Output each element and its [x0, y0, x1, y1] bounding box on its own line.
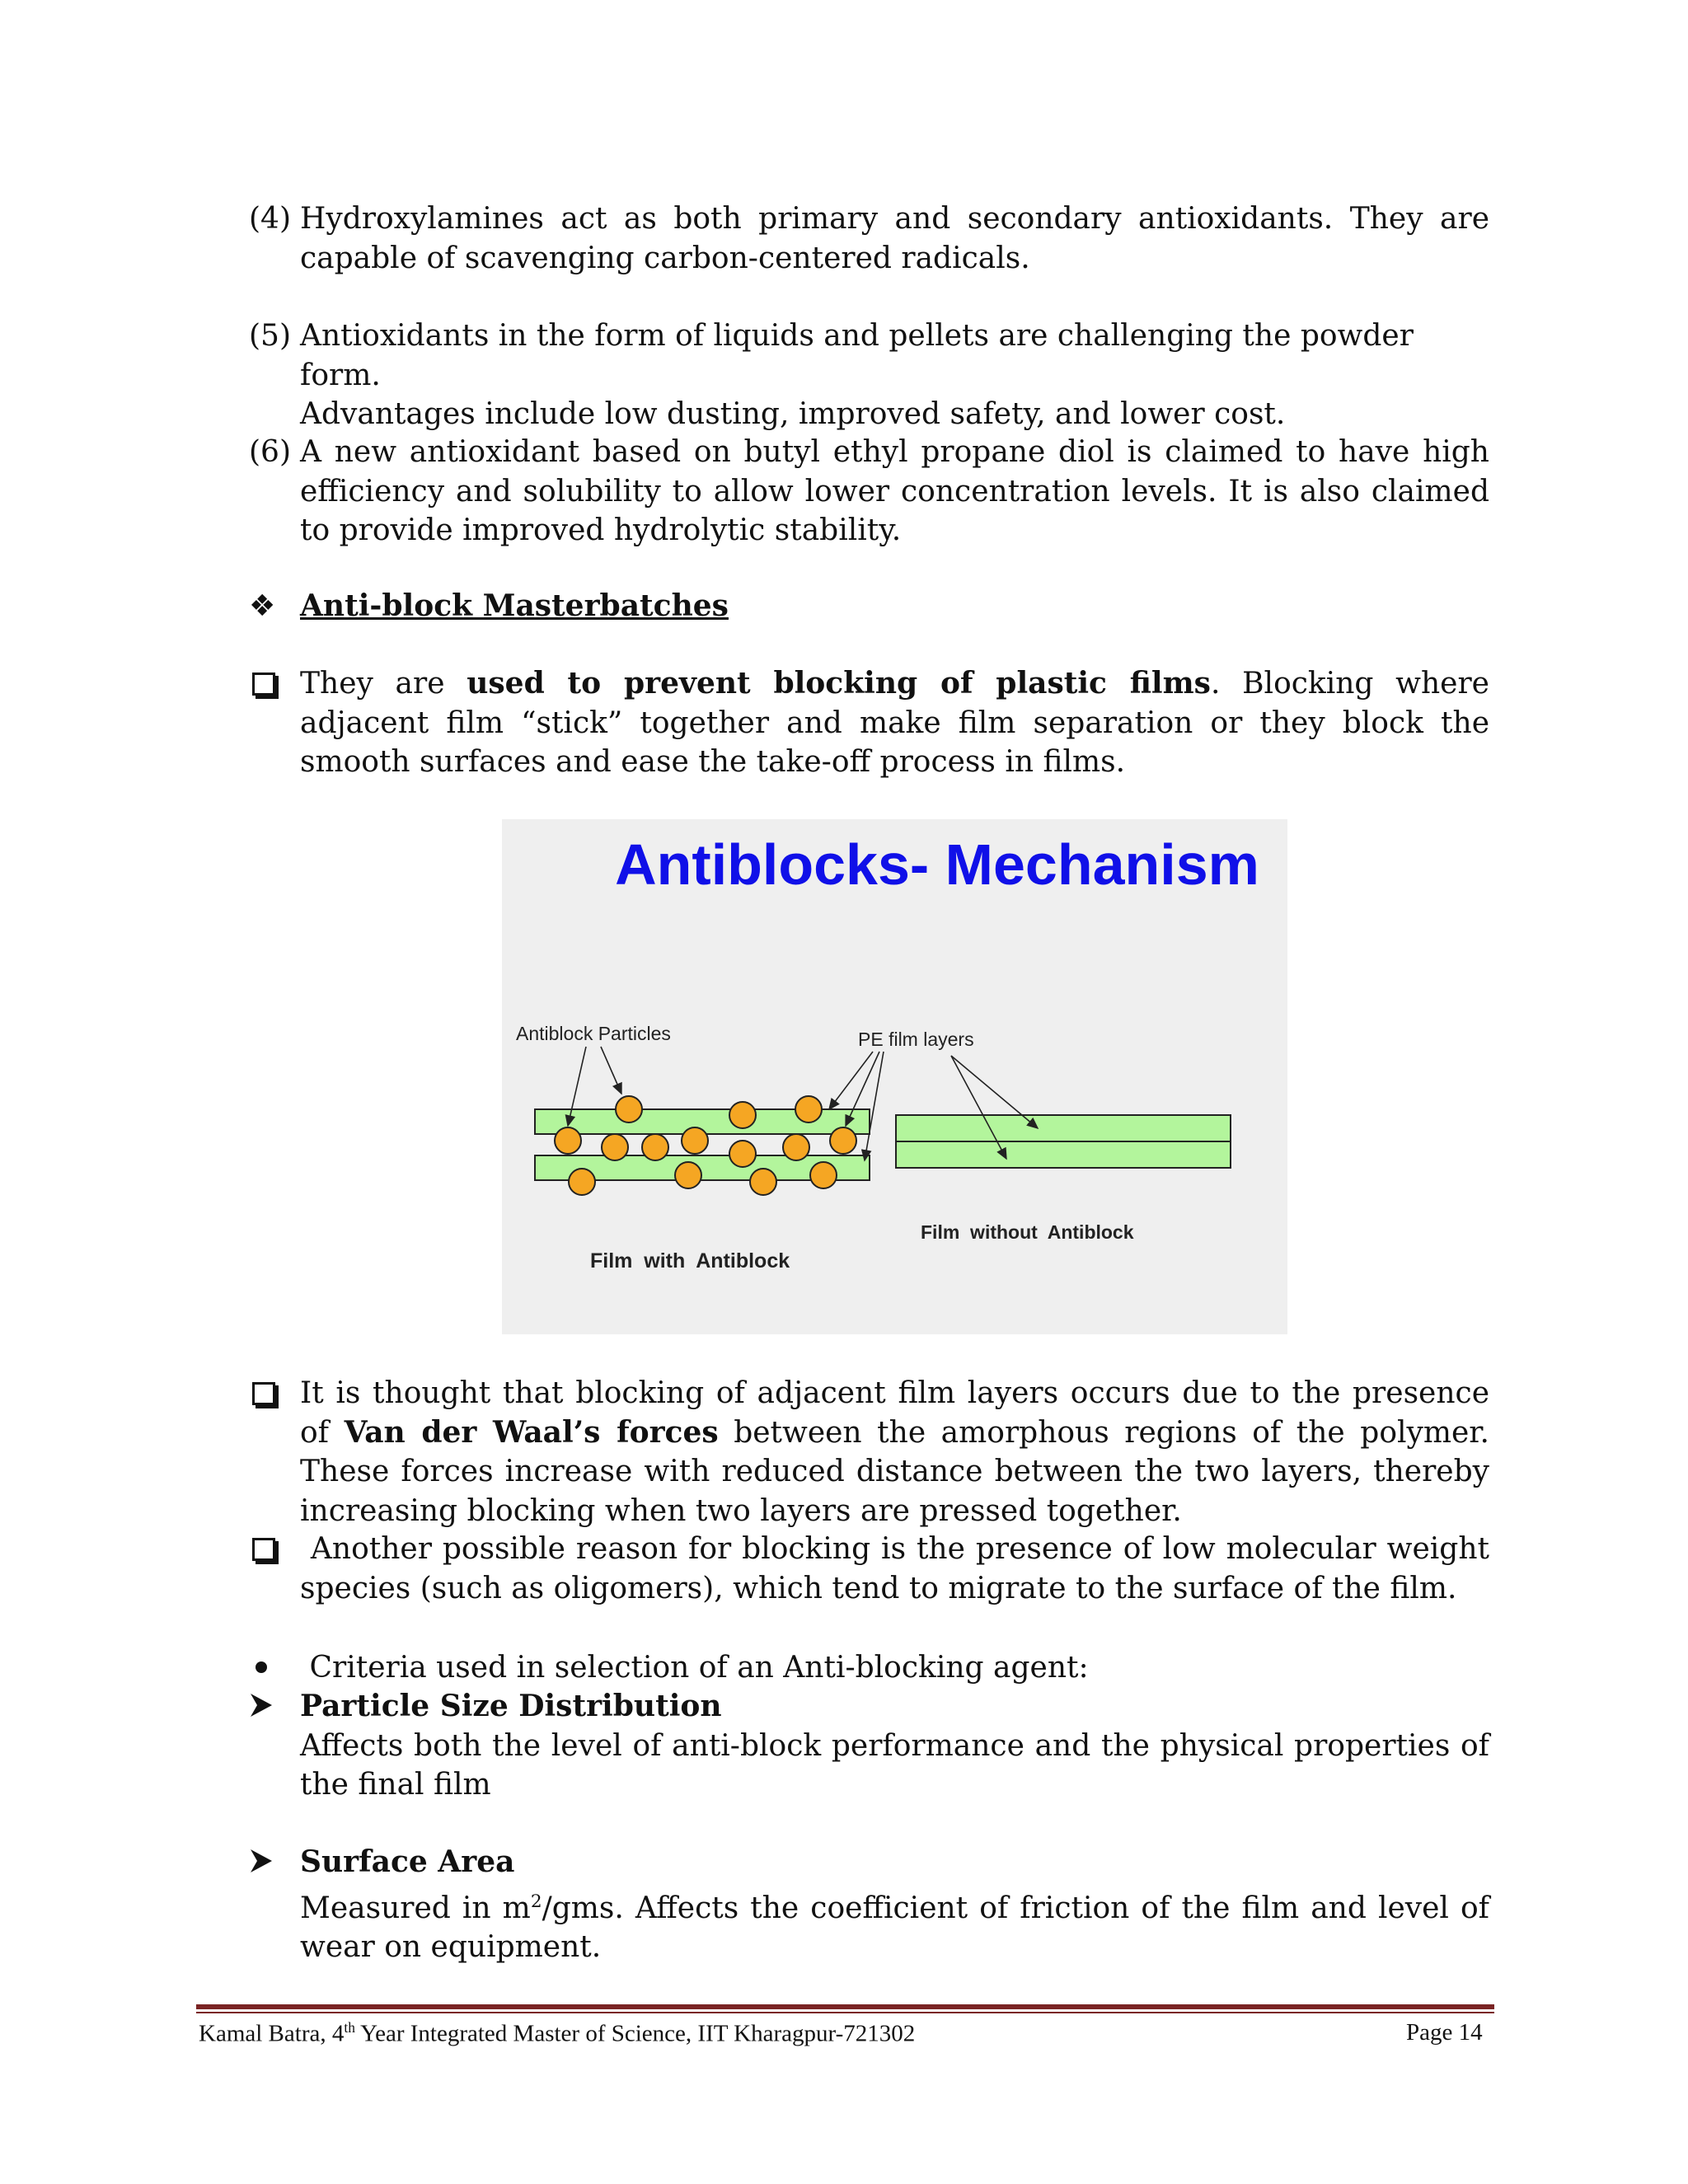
item-text: Hydroxylamines act as both primary and secondary antioxidants. They are capable of scavenging carbon-centered radicals. [300, 202, 1489, 275]
film-layer-top-no-antiblock [896, 1115, 1231, 1141]
figure-title: Antiblocks- Mechanism [615, 832, 1259, 897]
criterion-text: Affects both the level of anti-block performance and the physical properties of the final film [300, 1728, 1489, 1802]
particle [783, 1134, 809, 1160]
arrow-bullet-icon [249, 1690, 274, 1730]
bold-text: Particle Size Distribution [300, 1689, 722, 1723]
checkbox-bullet-icon [252, 673, 275, 696]
checkbox-point-1 [249, 664, 1489, 782]
particle [569, 1169, 595, 1195]
mechanism-diagram [502, 819, 1287, 1334]
section-heading [249, 587, 1489, 626]
item-number: (4) [249, 202, 291, 236]
text-run: They are [300, 667, 467, 701]
item-number: (6) [249, 435, 291, 469]
particle [750, 1169, 776, 1195]
checkbox-bullet-icon [252, 1382, 275, 1405]
checkbox-point-3 [249, 1530, 1499, 1608]
text-run: Kamal Batra, 4 [199, 2020, 345, 2047]
caption-with-antiblock: Film with Antiblock [590, 1249, 790, 1272]
criterion-particle-size [249, 1687, 1489, 1805]
particle [602, 1134, 628, 1160]
particle [616, 1096, 642, 1122]
particle [642, 1134, 668, 1160]
criterion-title [300, 1843, 1489, 1882]
particle [682, 1127, 708, 1154]
pe-film-layers-label: PE film layers [858, 1029, 974, 1050]
page-number: Page 14 [1406, 2019, 1483, 2046]
footer-author [199, 2019, 915, 2048]
round-bullet-icon [256, 1661, 267, 1673]
particle [729, 1102, 756, 1128]
particle [810, 1162, 837, 1188]
particle [729, 1141, 756, 1167]
footer-rule-thin [196, 2012, 1494, 2013]
point-text [300, 664, 1489, 782]
text-run: It is thought that blocking of adjacent film layers occurs due to the presence of [300, 1376, 1489, 1450]
text-run: Measured in m [300, 1891, 531, 1925]
point-text [300, 1374, 1489, 1530]
text-run: Year Integrated Master of Science, IIT Kharagpur-721302 [354, 2020, 916, 2047]
caption-without-antiblock: Film without Antiblock [921, 1221, 1134, 1243]
text-run: between the amorphous regions of the polymer. These forces increase with reduced distance between the two layers, thereby increasing blocking when two layers are pressed together. [300, 1415, 1489, 1528]
arrow-bullet-icon [249, 1846, 274, 1886]
bold-text: used to prevent blocking of plastic films [467, 666, 1211, 701]
bold-text: Surface Area [300, 1844, 515, 1879]
section-title: Anti-block Masterbatches [300, 588, 729, 623]
particle [675, 1162, 701, 1188]
antiblock-particles-label: Antiblock Particles [516, 1023, 671, 1044]
criterion-surface-area [249, 1843, 1489, 1967]
item-number: (5) [249, 319, 291, 353]
footer-rule [196, 2004, 1494, 2009]
particle [795, 1096, 822, 1122]
checkbox-bullet-icon [252, 1538, 275, 1561]
superscript: th [344, 2019, 355, 2036]
list-item-6 [249, 433, 1489, 551]
item-text-line2: Advantages include low dusting, improved safety, and lower cost. [300, 397, 1286, 431]
point-text: Another possible reason for blocking is the presence of low molecular weight species (such as oligomers), which tend to migrate to the surface of the film. [300, 1532, 1499, 1605]
antiblock-mechanism-figure [502, 819, 1287, 1334]
criteria-text: Criteria used in selection of an Anti-blocking agent: [300, 1651, 1089, 1685]
checkbox-point-2 [249, 1374, 1489, 1530]
item-text-line1: Antioxidants in the form of liquids and pellets are challenging the powder form. [300, 319, 1414, 392]
superscript: 2 [530, 1891, 542, 1912]
film-layer-bottom-no-antiblock [896, 1141, 1231, 1168]
text-run: . Blocking where adjacent film “stick” together and make film separation or they block the smooth surfaces and ease the take-off process in films. [300, 667, 1489, 779]
criterion-title [300, 1687, 1489, 1727]
list-item-4 [249, 199, 1489, 278]
text-run: /gms. Affects the coefficient of friction of the film and level of wear on equipment. [300, 1891, 1489, 1964]
criterion-text [300, 1882, 1489, 1967]
criteria-intro [249, 1648, 1489, 1688]
diamond-bullet-icon: ❖ [249, 589, 276, 623]
particle [830, 1127, 856, 1154]
bold-text: Van der Waal’s forces [344, 1414, 719, 1450]
list-item-5 [249, 316, 1489, 434]
item-text: A new antioxidant based on butyl ethyl propane diol is claimed to have high efficiency and solubility to allow lower concentration levels. It is also claimed to provide improved hydrolytic stability. [300, 435, 1489, 547]
particle [555, 1127, 581, 1154]
